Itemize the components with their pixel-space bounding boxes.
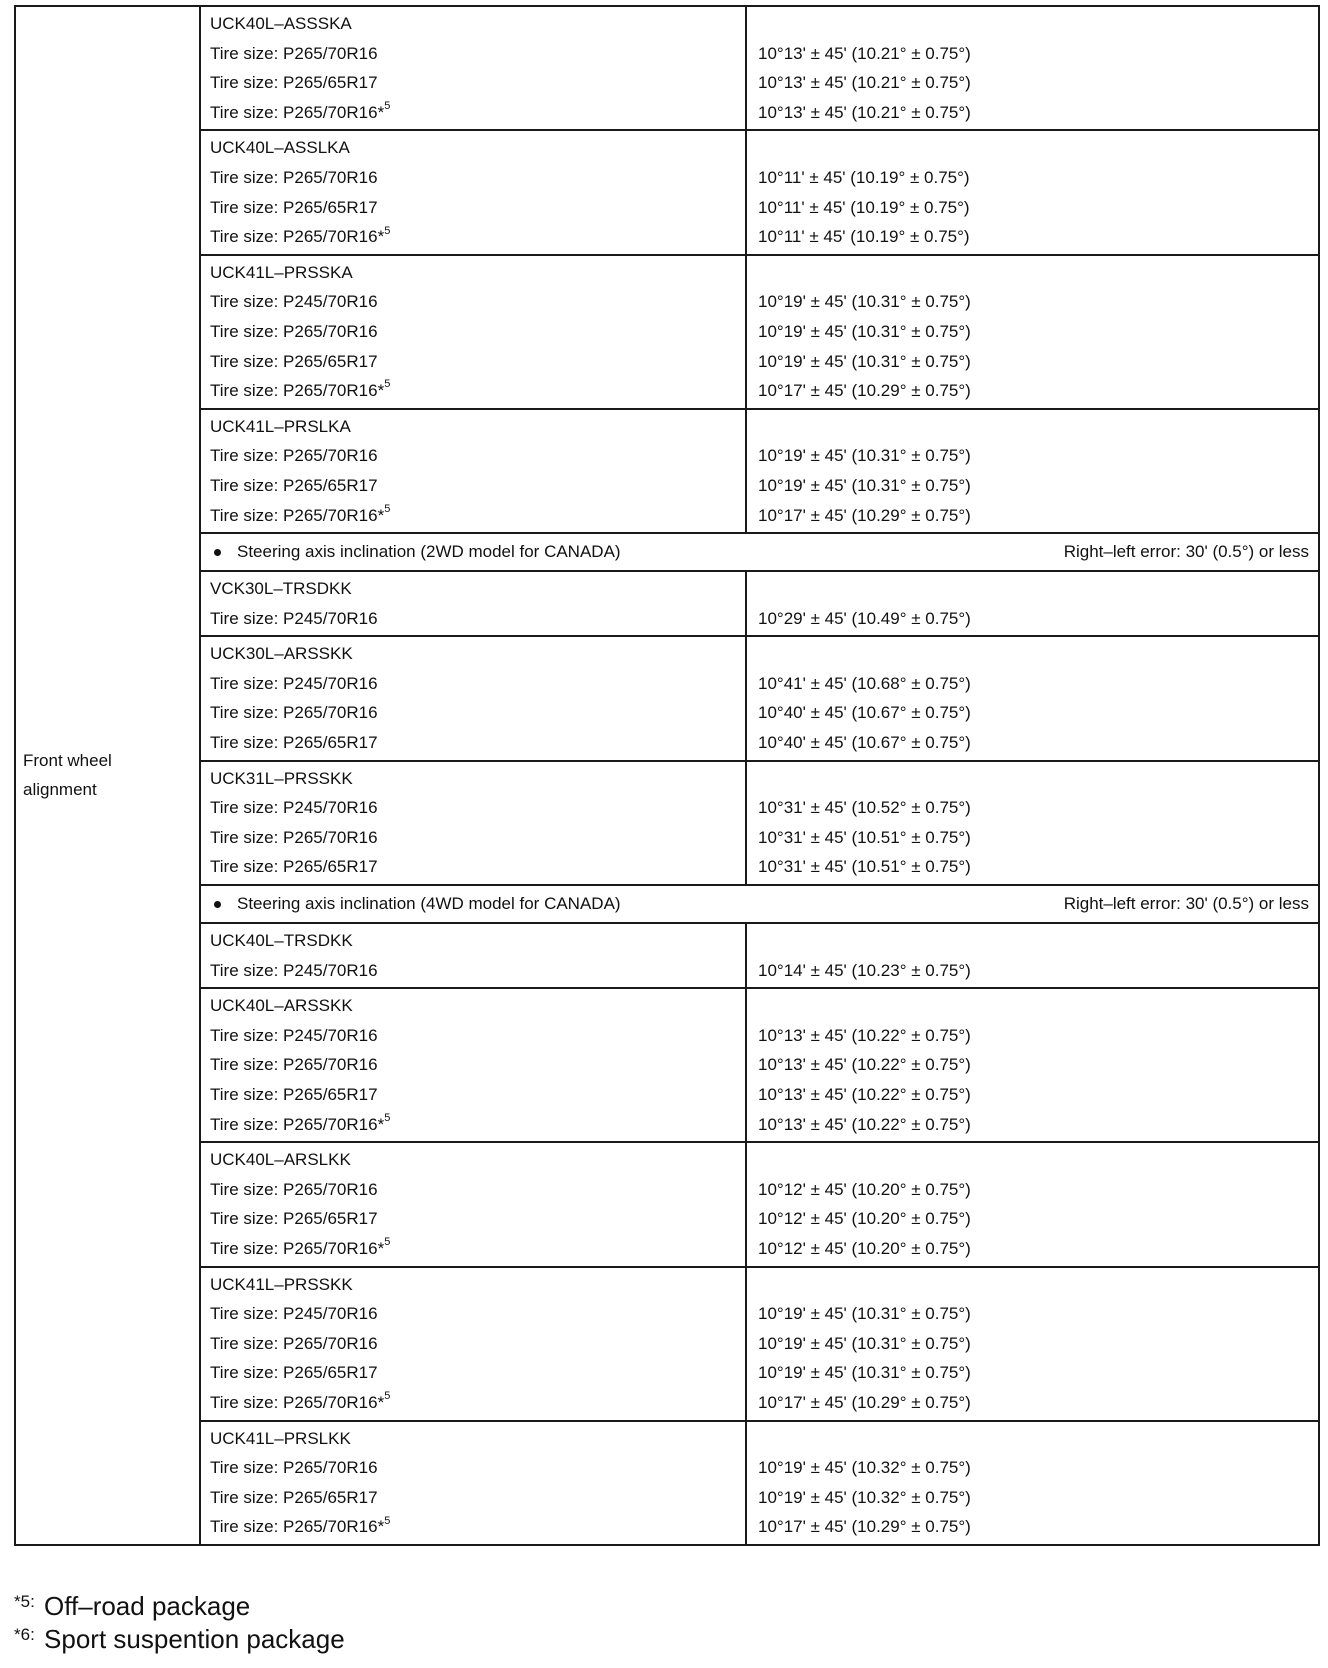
tire-size-line bbox=[210, 1110, 745, 1140]
model-code: UCK41L–PRSLKK bbox=[210, 1428, 351, 1448]
tire-size: Tire size: P265/70R16 bbox=[210, 1055, 378, 1075]
alignment-value: 10°31' ± 45' (10.51° ± 0.75°) bbox=[758, 857, 971, 877]
tire-size-line bbox=[210, 1453, 745, 1483]
footnotes bbox=[14, 1590, 345, 1656]
tire-size: Tire size: P265/65R17 bbox=[210, 73, 378, 93]
tire-size-line bbox=[210, 317, 745, 347]
tire-size-line bbox=[210, 1329, 745, 1359]
value-cell bbox=[746, 923, 1319, 988]
tire-size: Tire size: P245/70R16 bbox=[210, 798, 378, 818]
tire-size: Tire size: P265/70R16 bbox=[210, 446, 378, 466]
model-code: UCK40L–ARSSKK bbox=[210, 996, 353, 1016]
model-cell bbox=[200, 409, 746, 533]
model-code: UCK41L–PRSLKA bbox=[210, 416, 351, 436]
alignment-value: 10°13' ± 45' (10.22° ± 0.75°) bbox=[758, 1055, 971, 1075]
model-cell bbox=[200, 923, 746, 988]
model-row bbox=[15, 6, 1319, 130]
tire-size: Tire size: P265/70R16* bbox=[210, 1517, 385, 1537]
tire-size-line bbox=[210, 1080, 745, 1110]
model-cell bbox=[200, 130, 746, 254]
model-cell bbox=[200, 1142, 746, 1266]
tire-size-line bbox=[210, 287, 745, 317]
tire-size: Tire size: P245/70R16 bbox=[210, 292, 378, 312]
footnote-text: Sport suspention package bbox=[44, 1624, 345, 1654]
tire-size-line bbox=[210, 1483, 745, 1513]
model-code: UCK40L–ARSLKK bbox=[210, 1150, 351, 1170]
tire-size: Tire size: P265/70R16 bbox=[210, 827, 378, 847]
alignment-value: 10°12' ± 45' (10.20° ± 0.75°) bbox=[758, 1209, 971, 1229]
tire-size: Tire size: P265/70R16 bbox=[210, 1179, 378, 1199]
value-cell bbox=[746, 255, 1319, 409]
tire-size: Tire size: P265/65R17 bbox=[210, 857, 378, 877]
tire-size-line bbox=[210, 501, 745, 531]
tire-size: Tire size: P265/70R16 bbox=[210, 167, 378, 187]
tire-size: Tire size: P265/70R16 bbox=[210, 321, 378, 341]
tire-size: Tire size: P265/70R16* bbox=[210, 1392, 385, 1412]
tire-size: Tire size: P245/70R16 bbox=[210, 1304, 378, 1324]
bullet-icon bbox=[214, 549, 221, 556]
tire-size: Tire size: P265/70R16 bbox=[210, 1458, 378, 1478]
alignment-value: 10°29' ± 45' (10.49° ± 0.75°) bbox=[758, 608, 971, 628]
alignment-value: 10°31' ± 45' (10.52° ± 0.75°) bbox=[758, 798, 971, 818]
tire-size-line bbox=[210, 98, 745, 128]
alignment-value: 10°19' ± 45' (10.31° ± 0.75°) bbox=[758, 1304, 971, 1324]
alignment-value: 10°12' ± 45' (10.20° ± 0.75°) bbox=[758, 1238, 971, 1258]
alignment-value: 10°11' ± 45' (10.19° ± 0.75°) bbox=[758, 197, 970, 217]
model-code: UCK30L–ARSSKK bbox=[210, 644, 353, 664]
model-cell bbox=[200, 6, 746, 130]
alignment-value: 10°17' ± 45' (10.29° ± 0.75°) bbox=[758, 381, 971, 401]
model-code: UCK41L–PRSSKA bbox=[210, 262, 353, 282]
alignment-value: 10°19' ± 45' (10.31° ± 0.75°) bbox=[758, 446, 971, 466]
model-cell bbox=[200, 1267, 746, 1421]
footnote-ref: 5 bbox=[384, 1236, 391, 1249]
tire-size-line bbox=[210, 669, 745, 699]
alignment-value: 10°17' ± 45' (10.29° ± 0.75°) bbox=[758, 505, 971, 525]
model-row bbox=[15, 130, 1319, 254]
alignment-value: 10°19' ± 45' (10.31° ± 0.75°) bbox=[758, 351, 971, 371]
tire-size-line bbox=[210, 1358, 745, 1388]
note-content bbox=[210, 537, 1309, 567]
tire-size: Tire size: P265/65R17 bbox=[210, 733, 378, 753]
alignment-value: 10°13' ± 45' (10.22° ± 0.75°) bbox=[758, 1085, 971, 1104]
tire-size-line bbox=[210, 39, 745, 69]
alignment-value: 10°11' ± 45' (10.19° ± 0.75°) bbox=[758, 167, 970, 187]
alignment-value: 10°19' ± 45' (10.31° ± 0.75°) bbox=[758, 1333, 971, 1353]
alignment-value: 10°17' ± 45' (10.29° ± 0.75°) bbox=[758, 1517, 971, 1537]
note-tolerance: Right–left error: 30' (0.5°) or less bbox=[1063, 542, 1309, 562]
footnote-text: Off–road package bbox=[44, 1591, 251, 1621]
tire-size: Tire size: P265/65R17 bbox=[210, 197, 378, 217]
tire-size: Tire size: P265/65R17 bbox=[210, 1487, 378, 1507]
tire-size-line bbox=[210, 347, 745, 377]
alignment-value: 10°11' ± 45' (10.19° ± 0.75°) bbox=[758, 227, 970, 247]
tire-size: Tire size: P245/70R16 bbox=[210, 960, 378, 980]
value-cell bbox=[746, 636, 1319, 760]
note-left bbox=[210, 537, 621, 567]
alignment-value: 10°13' ± 45' (10.21° ± 0.75°) bbox=[758, 43, 971, 63]
tire-size-line bbox=[210, 604, 745, 634]
model-cell bbox=[200, 1421, 746, 1545]
alignment-value: 10°19' ± 45' (10.31° ± 0.75°) bbox=[758, 292, 971, 312]
tire-size: Tire size: P265/70R16* bbox=[210, 381, 385, 401]
alignment-value: 10°41' ± 45' (10.68° ± 0.75°) bbox=[758, 673, 971, 693]
tire-size-line bbox=[210, 441, 745, 471]
model-cell bbox=[200, 255, 746, 409]
tire-size: Tire size: P265/70R16* bbox=[210, 505, 385, 525]
value-cell bbox=[746, 1267, 1319, 1421]
tire-size-line bbox=[210, 852, 745, 882]
tire-size: Tire size: P265/65R17 bbox=[210, 475, 378, 495]
model-code: UCK40L–TRSDKK bbox=[210, 931, 353, 951]
footnote-ref: 5 bbox=[384, 224, 391, 237]
footnote-ref: 5 bbox=[384, 1514, 391, 1527]
value-cell bbox=[746, 571, 1319, 636]
footnote-item bbox=[14, 1623, 345, 1656]
tire-size-line bbox=[210, 698, 745, 728]
tire-size-line bbox=[210, 956, 745, 986]
model-cell bbox=[200, 988, 746, 1142]
model-cell bbox=[200, 636, 746, 760]
model-code: UCK31L–PRSSKK bbox=[210, 768, 353, 788]
tire-size: Tire size: P265/65R17 bbox=[210, 1363, 378, 1383]
tire-size: Tire size: P265/70R16* bbox=[210, 227, 385, 247]
footnote-ref: 5 bbox=[384, 378, 391, 391]
tire-size-line bbox=[210, 1299, 745, 1329]
alignment-value: 10°13' ± 45' (10.22° ± 0.75°) bbox=[758, 1025, 971, 1045]
model-row bbox=[15, 923, 1319, 988]
alignment-value: 10°31' ± 45' (10.51° ± 0.75°) bbox=[758, 827, 971, 847]
alignment-value: 10°12' ± 45' (10.20° ± 0.75°) bbox=[758, 1179, 971, 1199]
model-row bbox=[15, 571, 1319, 636]
alignment-value: 10°19' ± 45' (10.32° ± 0.75°) bbox=[758, 1487, 971, 1507]
footnote-ref: 5 bbox=[384, 1390, 391, 1403]
value-cell bbox=[746, 130, 1319, 254]
model-code: VCK30L–TRSDKK bbox=[210, 579, 352, 599]
tire-size-line bbox=[210, 193, 745, 223]
tire-size: Tire size: P265/70R16* bbox=[210, 1238, 385, 1258]
tire-size-line bbox=[210, 823, 745, 853]
alignment-value: 10°40' ± 45' (10.67° ± 0.75°) bbox=[758, 733, 971, 753]
tire-size-line bbox=[210, 163, 745, 193]
alignment-spec-table bbox=[14, 5, 1320, 1546]
tire-size: Tire size: P265/70R16* bbox=[210, 1114, 385, 1134]
model-row bbox=[15, 1421, 1319, 1545]
tire-size-line bbox=[210, 376, 745, 406]
alignment-value: 10°13' ± 45' (10.22° ± 0.75°) bbox=[758, 1114, 971, 1134]
row-label: Front wheel alignment bbox=[23, 750, 112, 800]
alignment-value: 10°14' ± 45' (10.23° ± 0.75°) bbox=[758, 960, 971, 980]
model-cell bbox=[200, 571, 746, 636]
tire-size: Tire size: P265/70R16* bbox=[210, 102, 385, 122]
tire-size-line bbox=[210, 471, 745, 501]
tire-size: Tire size: P245/70R16 bbox=[210, 673, 378, 693]
tire-size: Tire size: P245/70R16 bbox=[210, 1025, 378, 1045]
row-label-cell bbox=[15, 6, 200, 1545]
note-row bbox=[15, 885, 1319, 923]
value-cell bbox=[746, 1142, 1319, 1266]
tire-size: Tire size: P265/70R16 bbox=[210, 1333, 378, 1353]
model-row bbox=[15, 409, 1319, 533]
model-row bbox=[15, 636, 1319, 760]
value-cell bbox=[746, 988, 1319, 1142]
alignment-value: 10°19' ± 45' (10.31° ± 0.75°) bbox=[758, 1363, 971, 1383]
tire-size-line bbox=[210, 1234, 745, 1264]
note-tolerance: Right–left error: 30' (0.5°) or less bbox=[1063, 894, 1309, 914]
tire-size-line bbox=[210, 1512, 745, 1542]
tire-size: Tire size: P265/70R16 bbox=[210, 43, 378, 63]
tire-size: Tire size: P245/70R16 bbox=[210, 608, 378, 628]
note-text: Steering axis inclination (4WD model for CANADA) bbox=[237, 894, 621, 914]
alignment-value: 10°19' ± 45' (10.32° ± 0.75°) bbox=[758, 1458, 971, 1478]
footnote-ref: 5 bbox=[384, 1111, 391, 1124]
footnote-ref: 5 bbox=[384, 100, 391, 113]
note-text: Steering axis inclination (2WD model for CANADA) bbox=[237, 542, 621, 562]
model-row bbox=[15, 988, 1319, 1142]
value-cell bbox=[746, 761, 1319, 885]
value-cell bbox=[746, 6, 1319, 130]
tire-size-line bbox=[210, 1021, 745, 1051]
note-row bbox=[15, 533, 1319, 571]
note-content bbox=[210, 889, 1309, 919]
model-code: UCK40L–ASSSKA bbox=[210, 14, 352, 33]
model-row bbox=[15, 1267, 1319, 1421]
value-cell bbox=[746, 1421, 1319, 1545]
tire-size-line bbox=[210, 1204, 745, 1234]
tire-size: Tire size: P265/70R16 bbox=[210, 703, 378, 723]
footnote-item bbox=[14, 1590, 345, 1623]
tire-size-line bbox=[210, 793, 745, 823]
tire-size: Tire size: P265/65R17 bbox=[210, 351, 378, 371]
alignment-value: 10°17' ± 45' (10.29° ± 0.75°) bbox=[758, 1392, 971, 1412]
model-cell bbox=[200, 761, 746, 885]
alignment-value: 10°40' ± 45' (10.67° ± 0.75°) bbox=[758, 703, 971, 723]
value-cell bbox=[746, 409, 1319, 533]
footnote-mark: *5: bbox=[14, 1592, 35, 1611]
model-row bbox=[15, 1142, 1319, 1266]
note-cell bbox=[200, 533, 1319, 571]
note-left bbox=[210, 889, 621, 919]
model-code: UCK41L–PRSSKK bbox=[210, 1274, 353, 1294]
tire-size-line bbox=[210, 728, 745, 758]
tire-size-line bbox=[210, 222, 745, 252]
footnote-mark: *6: bbox=[14, 1625, 35, 1644]
tire-size-line bbox=[210, 68, 745, 98]
bullet-icon bbox=[214, 901, 221, 908]
model-row bbox=[15, 761, 1319, 885]
model-row bbox=[15, 255, 1319, 409]
tire-size-line bbox=[210, 1050, 745, 1080]
tire-size: Tire size: P265/65R17 bbox=[210, 1209, 378, 1229]
tire-size: Tire size: P265/65R17 bbox=[210, 1085, 378, 1104]
tire-size-line bbox=[210, 1388, 745, 1418]
footnote-ref: 5 bbox=[384, 502, 391, 515]
model-code: UCK40L–ASSLKA bbox=[210, 138, 350, 158]
note-cell bbox=[200, 885, 1319, 923]
alignment-value: 10°19' ± 45' (10.31° ± 0.75°) bbox=[758, 475, 971, 495]
tire-size-line bbox=[210, 1175, 745, 1205]
alignment-value: 10°13' ± 45' (10.21° ± 0.75°) bbox=[758, 102, 971, 122]
alignment-value: 10°13' ± 45' (10.21° ± 0.75°) bbox=[758, 73, 971, 93]
alignment-value: 10°19' ± 45' (10.31° ± 0.75°) bbox=[758, 321, 971, 341]
